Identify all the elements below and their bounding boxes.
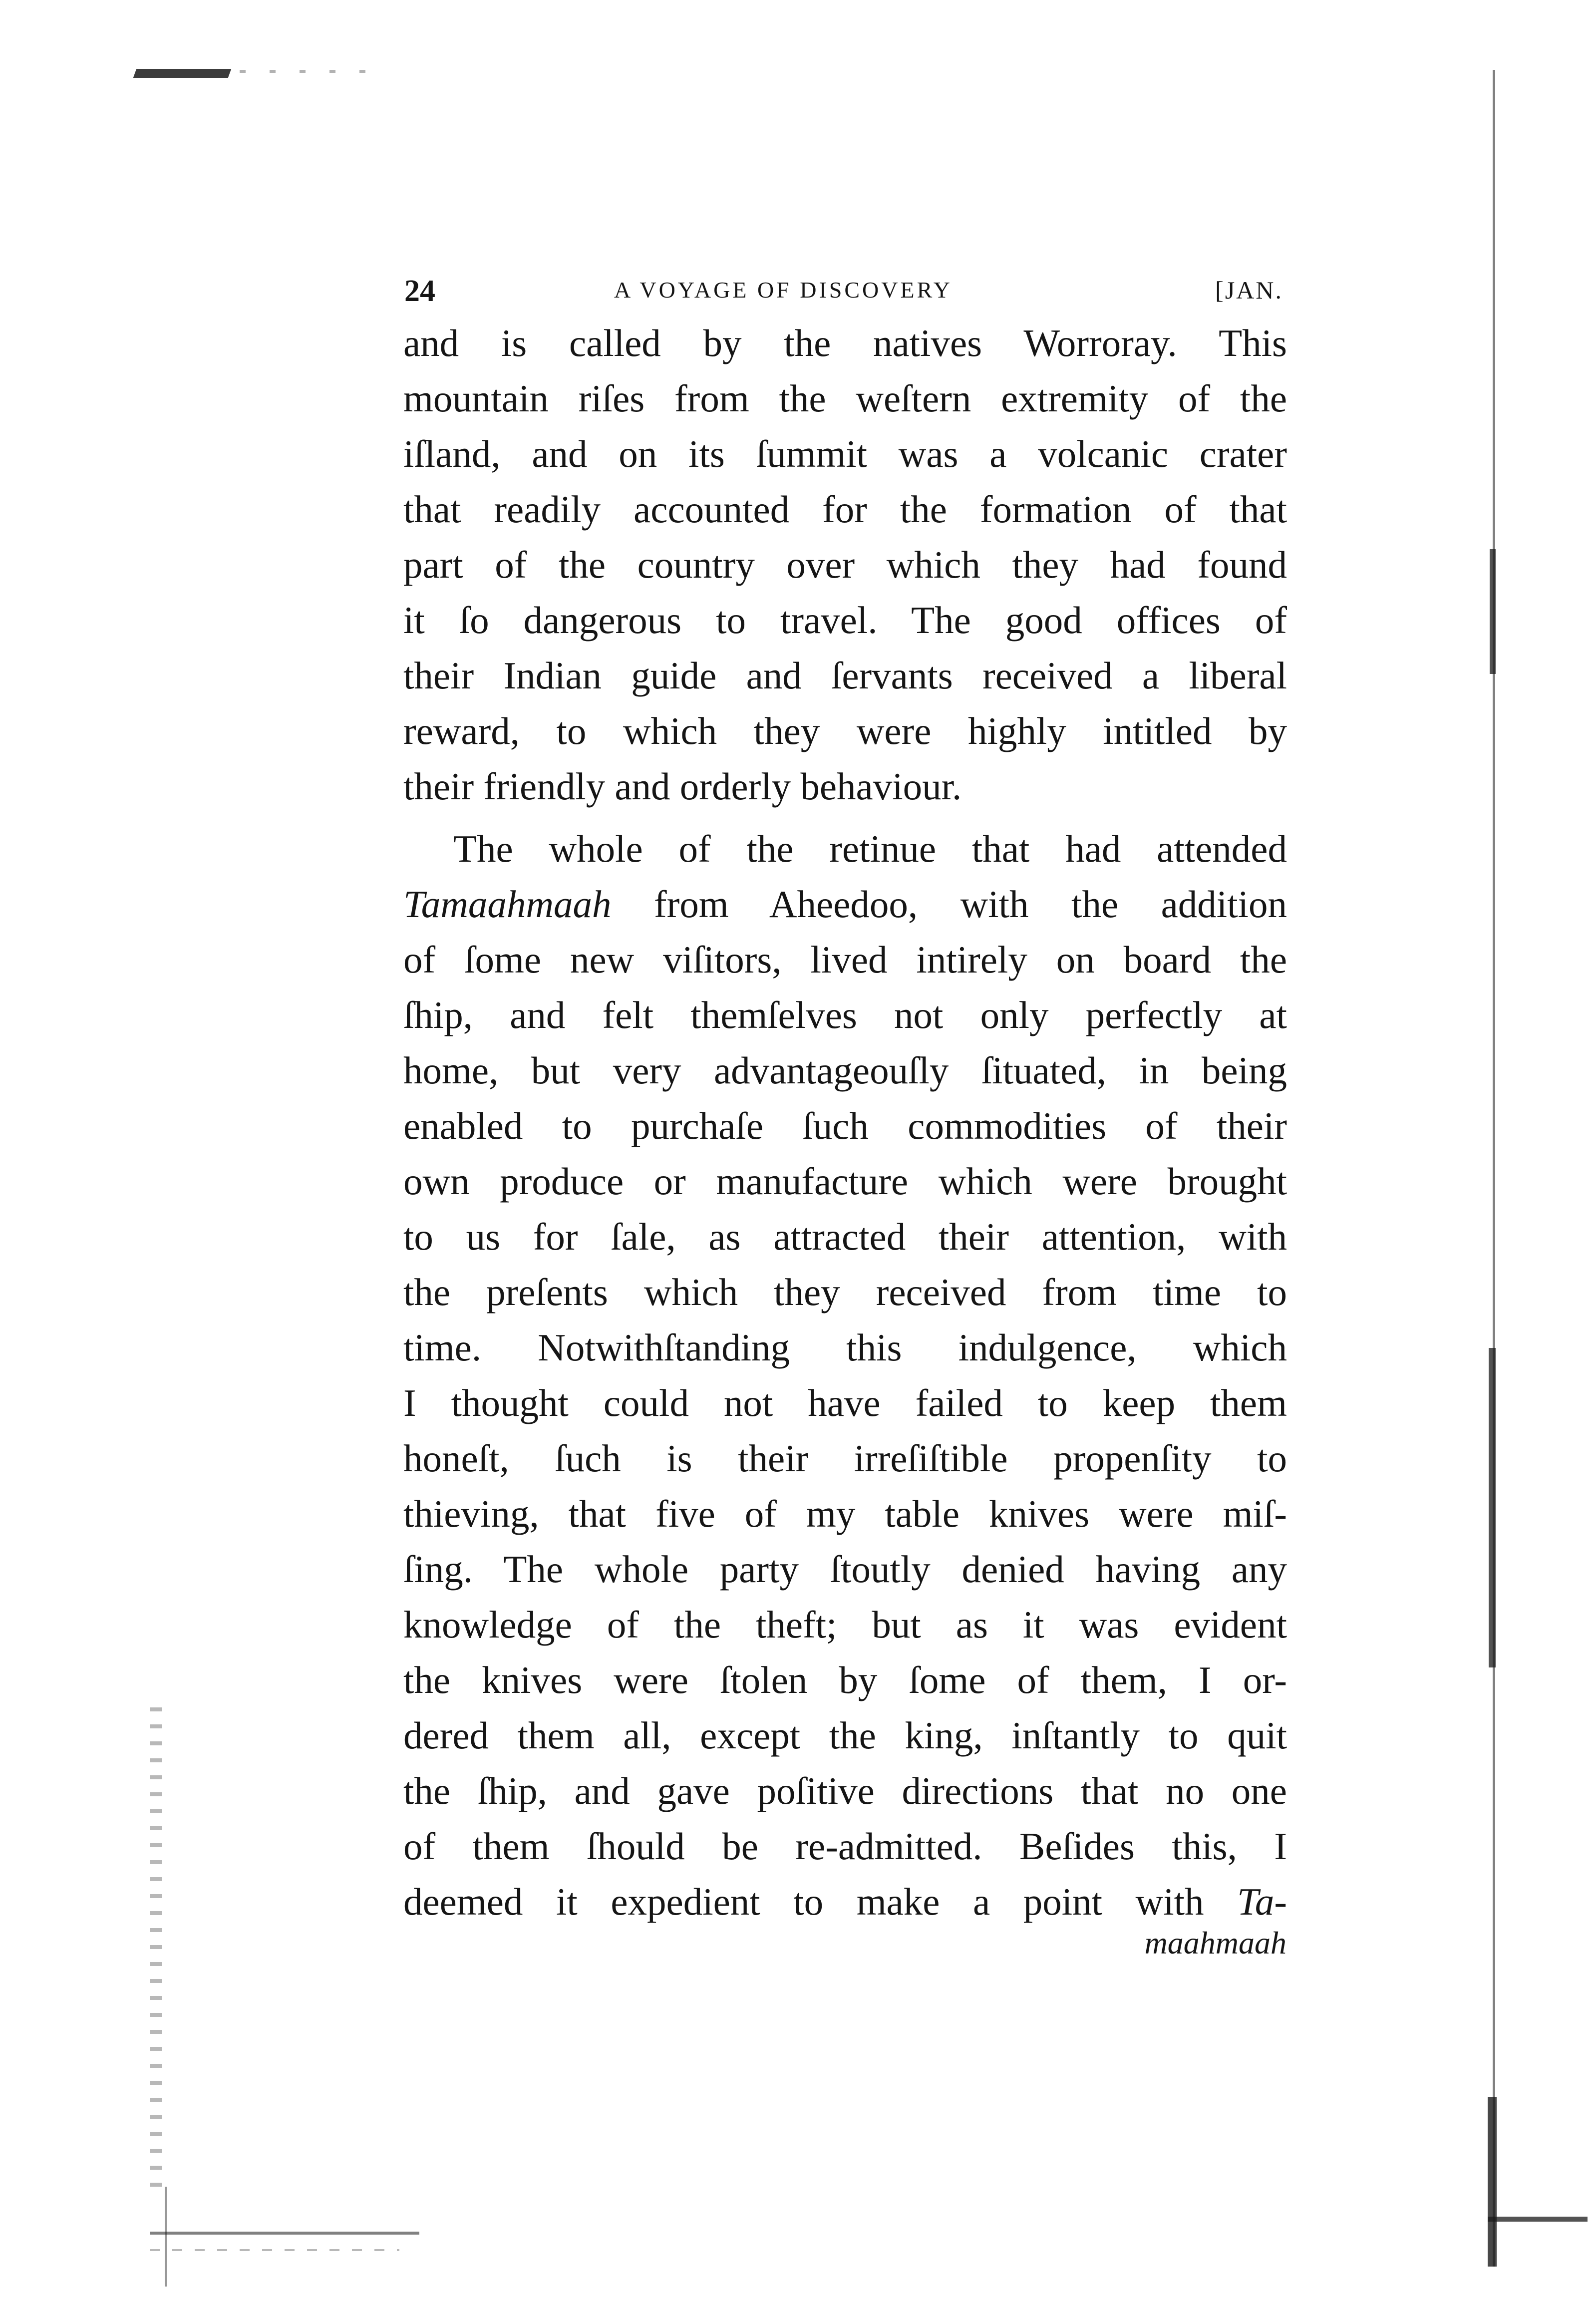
page-edge-shadow	[165, 2187, 167, 2287]
running-header	[404, 274, 1283, 314]
line-start: deemed it expedient to make a point with	[403, 1880, 1238, 1923]
page-edge-shadow	[1488, 2217, 1588, 2222]
text-line: ſhip, and felt themſelves not only perfectly at	[403, 993, 1287, 1036]
header-month: [JAN.	[1215, 276, 1283, 304]
text-line: their friendly and orderly behaviour.	[403, 765, 962, 808]
running-title: A VOYAGE OF DISCOVERY	[614, 277, 953, 303]
text-line: the knives were ſtolen by ſome of them, I or-	[403, 1658, 1287, 1701]
text-line: time. Notwithſtanding this indulgence, which	[403, 1326, 1287, 1369]
text-line: the ſhip, and gave poſitive directions that no one	[403, 1769, 1287, 1812]
scan-specks	[150, 1707, 162, 2187]
text-line: thieving, that five of my table knives were miſ-	[403, 1492, 1287, 1535]
text-line: part of the country over which they had found	[403, 543, 1287, 586]
scan-specks	[240, 70, 389, 73]
text-line	[403, 877, 1287, 932]
catchword: maahmaah	[1144, 1925, 1286, 1961]
italic-name-fragment: Ta-	[1237, 1880, 1287, 1923]
page-edge-shadow	[1493, 70, 1495, 2267]
text-line: to us for ſale, as attracted their attention, with	[403, 1215, 1287, 1258]
italic-name: Tamaahmaah	[403, 883, 612, 926]
text-line: iſland, and on its ſummit was a volcanic crater	[403, 432, 1287, 475]
text-line: knowledge of the theft; but as it was evident	[403, 1603, 1287, 1646]
text-line: the preſents which they received from time to	[403, 1271, 1287, 1314]
text-line: of them ſhould be re-admitted. Beſides this, I	[403, 1825, 1287, 1868]
scan-specks	[150, 2249, 399, 2251]
text-line	[403, 1874, 1287, 1930]
text-line: and is called by the natives Worroray. This	[403, 322, 1287, 364]
text-line: mountain riſes from the weſtern extremity of the	[403, 377, 1287, 420]
page-number: 24	[404, 274, 435, 308]
page-edge-shadow	[1488, 2097, 1497, 2267]
page-edge-shadow	[1489, 1348, 1496, 1667]
text-line: The whole of the retinue that had attended	[453, 827, 1287, 870]
page-edge-shadow	[1490, 549, 1496, 674]
text-line: honeſt, ſuch is their irreſiſtible propenſity to	[403, 1437, 1287, 1480]
line-remainder: from Aheedoo, with the addition	[611, 883, 1287, 926]
text-line: ſing. The whole party ſtoutly denied having any	[403, 1548, 1287, 1591]
text-line: their Indian guide and ſervants received a liberal	[403, 654, 1287, 697]
text-line: own produce or manufacture which were brought	[403, 1160, 1287, 1203]
text-line: enabled to purchaſe ſuch commodities of their	[403, 1104, 1287, 1147]
body-text	[403, 316, 1287, 1930]
scan-smudge	[133, 69, 232, 78]
text-line: of ſome new viſitors, lived intirely on board the	[403, 938, 1287, 981]
text-line: that readily accounted for the formation of that	[403, 488, 1287, 531]
text-line: reward, to which they were highly intitled by	[403, 709, 1287, 752]
text-line: I thought could not have failed to keep them	[403, 1381, 1287, 1424]
page-edge-shadow	[150, 2232, 419, 2235]
text-line: home, but very advantageouſly ſituated, in being	[403, 1049, 1287, 1092]
text-line: dered them all, except the king, inſtantly to quit	[403, 1714, 1287, 1757]
text-line: it ſo dangerous to travel. The good offices of	[403, 599, 1287, 642]
